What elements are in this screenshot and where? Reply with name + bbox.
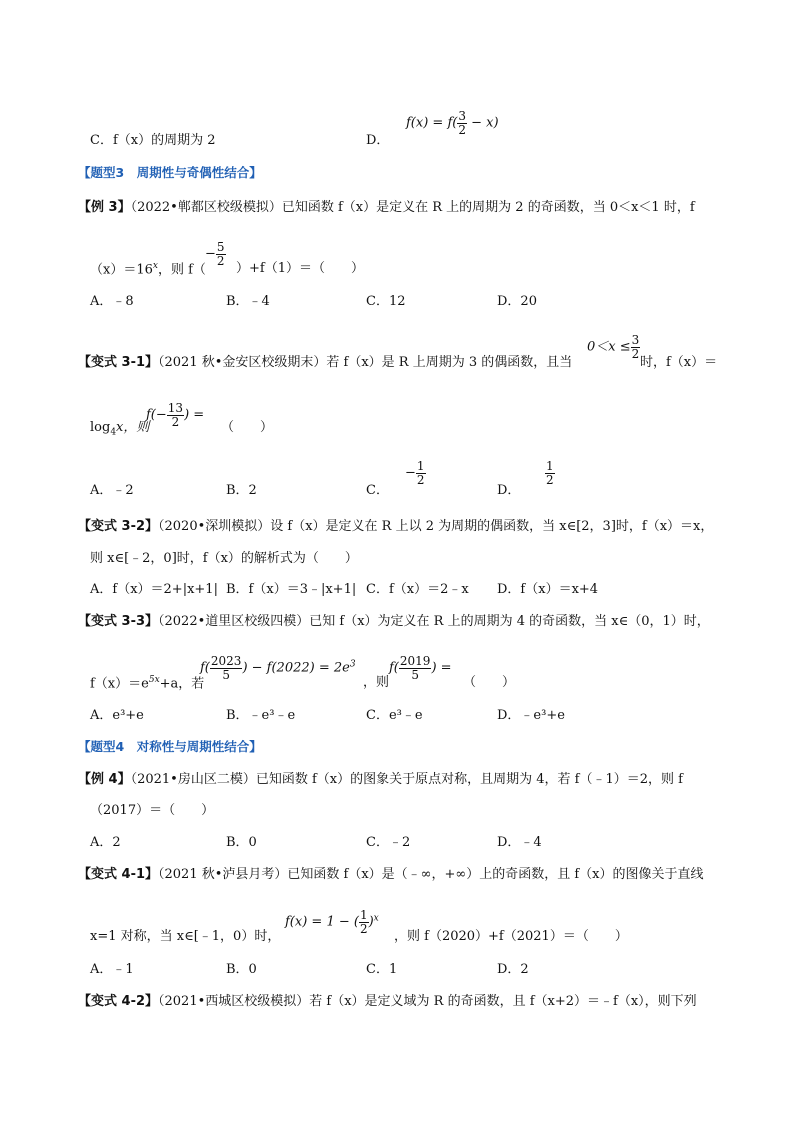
variant-4-2-line1: 【变式 4-2】（2021•西城区校级模拟）若 f（x）是定义域为 R 的奇函数，且 f（x+2）＝﹣f（x），则下列 [78,994,697,1009]
variant-3-3-option-b: B．﹣e³﹣e [226,708,296,723]
variant-3-3-answer-paren: （ ） [463,675,516,690]
example-3-option-b: B．﹣4 [226,294,270,309]
variant-3-3-condition: f( $\frac{2023}{5}$ ) − $f(2022) = 2e^3$ [200,654,356,682]
example-3-option-c: C．12 [366,294,406,309]
variant-3-3-question: f( $\frac{2019}{5}$ ) = [389,654,452,682]
variant-3-2-option-a: A．f（x）＝2+|x+1| [90,582,218,597]
variant-3-3-option-a: A．e³+e [90,708,144,723]
example-4-line2: （2017）＝（ ） [90,803,215,818]
section-heading-type3: 【题型3 周期性与奇偶性结合】 [78,165,262,180]
variant-3-1-option-d: D． [497,483,521,498]
variant-4-1-option-d: D．2 [497,962,529,977]
section-heading-type4: 【题型4 对称性与周期性结合】 [78,739,262,754]
variant-3-3-line2: $f(x)=e^{5x}+a$，若 [90,675,205,692]
variant-3-1-option-a: A．﹣2 [90,483,134,498]
variant-3-1-line2: $\log_4x$，则 [90,420,150,438]
example-4-option-a: A．2 [90,835,121,850]
variant-3-1-option-c: C． [366,483,389,498]
variant-3-3-option-d: D．﹣e³+e [497,708,565,723]
variant-3-2-option-b: B．f（x）＝3﹣|x+1| [226,582,357,597]
variant-3-2-option-c: C．f（x）＝2﹣x [366,582,469,597]
variant-3-1-answer-paren: （ ） [221,420,274,435]
variant-3-1-option-c-value: − $\frac{1}{2}$ [405,459,425,487]
example-4-option-c: C．﹣2 [366,835,411,850]
variant-3-1-option-d-value: $\frac{1}{2}$ [546,459,554,487]
example-3-line2: $(x)=16^x$，则 f（ [90,261,206,278]
variant-3-1-option-b: B．2 [226,483,257,498]
example-3-fraction: − $\frac{5}{2}$ [205,240,225,268]
variant-3-1-expression: f(− $\frac{13}{2}$ ) = [146,401,205,429]
example-4-option-b: B．0 [226,835,257,850]
example-4-line1: 【例 4】（2021•房山区二模）已知函数 f（x）的图象关于原点对称，且周期为 4，若 f（﹣1）＝2，则 f [78,772,683,787]
variant-4-1-option-a: A．﹣1 [90,962,134,977]
option-d-label: D． [366,133,390,148]
example-3-option-d: D．20 [497,294,537,309]
example-3-line1: 【例 3】（2022•郸都区校级模拟）已知函数 f（x）是定义在 R 上的周期为 2 的奇函数，当 0＜x＜1 时，f [78,200,695,215]
variant-3-3-line1: 【变式 3-3】（2022•道里区校级四模）已知 f（x）为定义在 R 上的周期为 4 的奇函数，当 x∈（0，1）时， [78,614,710,629]
variant-4-1-option-c: C．1 [366,962,398,977]
variant-4-1-option-b: B．0 [226,962,257,977]
variant-4-1-function: f(x) = 1 − ( $\frac{1}{2}$ )$^x$ [285,908,379,936]
variant-4-1-line2: x=1 对称，当 x∈[﹣1，0）时， [90,929,281,944]
option-d-formula: f(x) = f( $\frac{3}{2}$ − x) [406,109,499,137]
variant-3-1-line1: 【变式 3-1】（2021 秋•金安区校级期末）若 f（x）是 R 上周期为 3 的偶函数，且当 [78,355,573,370]
variant-4-1-line2-end: ，则 f（2020）+f（2021）＝（ ） [394,929,628,944]
variant-3-2-option-d: D．f（x）＝x+4 [497,582,599,597]
variant-4-1-line1: 【变式 4-1】（2021 秋•泸县月考）已知函数 f（x）是（﹣∞，+∞）上的奇函数，且 f（x）的图像关于直线 [78,867,704,882]
example-3-line2-end: ）+f（1）＝（ ） [236,261,364,276]
variant-3-2-line2: 则 x∈[﹣2，0]时，f（x）的解析式为（ ） [90,551,358,566]
option-c-text: C．f（x）的周期为 2 [90,133,216,148]
example-4-option-d: D．﹣4 [497,835,542,850]
example-3-option-a: A．﹣8 [90,294,134,309]
variant-3-3-option-c: C．e³﹣e [366,708,423,723]
variant-3-3-line2-mid: ，则 [363,675,390,690]
variant-3-1-condition: 0＜x ≤ $\frac{3}{2}$ [587,333,640,361]
variant-3-2-line1: 【变式 3-2】（2020•深圳模拟）设 f（x）是定义在 R 上以 2 为周期的偶函数，当 x∈[2，3]时，f（x）＝x， [78,519,714,534]
variant-3-1-line1-end: 时，f（x）＝ [640,355,718,370]
